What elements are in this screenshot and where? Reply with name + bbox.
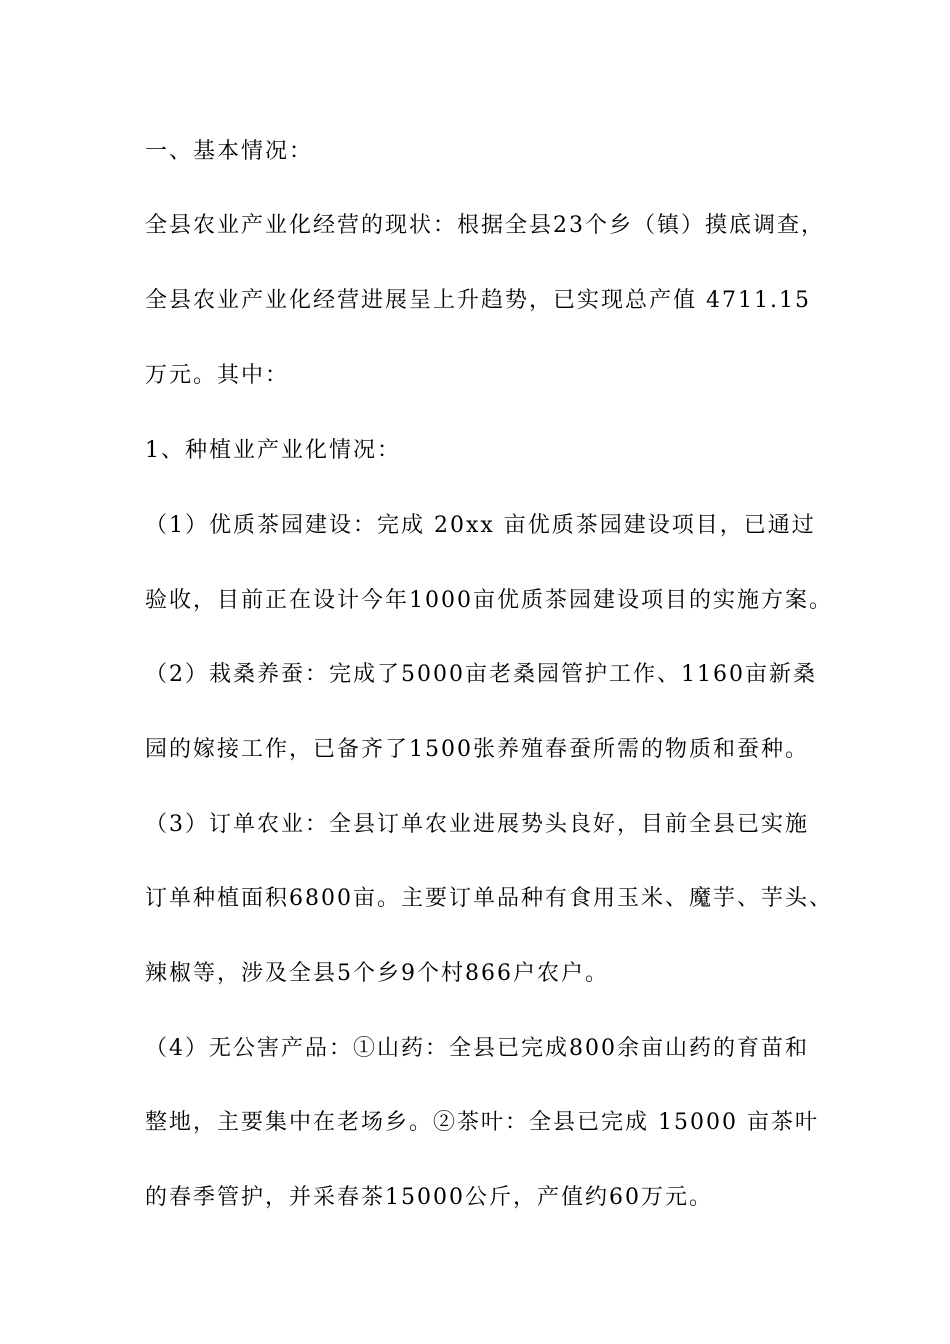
paragraph-line: 全县农业产业化经营的现状：根据全县23个乡（镇）摸底调查，	[145, 213, 825, 238]
paragraph-line: 万元。其中：	[145, 363, 290, 388]
paragraph-line: 园的嫁接工作，已备齐了1500张养殖春蚕所需的物质和蚕种。	[145, 737, 809, 762]
paragraph-line: （3）订单农业：全县订单农业进展势头良好，目前全县已实施	[145, 812, 809, 837]
paragraph-line: 订单种植面积6800亩。主要订单品种有食用玉米、魔芋、芋头、	[145, 886, 833, 911]
paragraph-line: 辣椒等，涉及全县5个乡9个村866户农户。	[145, 961, 609, 986]
paragraph-line: （2）栽桑养蚕：完成了5000亩老桑园管护工作、1160亩新桑	[145, 662, 817, 687]
section-heading: 一、基本情况：	[145, 139, 314, 164]
paragraph-line: （4）无公害产品：①山药：全县已完成800余亩山药的育苗和	[145, 1036, 809, 1061]
subsection-heading: 1、种植业产业化情况：	[145, 438, 401, 463]
paragraph-line: 全县农业产业化经营进展呈上升趋势，已实现总产值 4711.15	[145, 288, 811, 313]
paragraph-line: 的春季管护，并采春茶15000公斤，产值约60万元。	[145, 1185, 713, 1210]
paragraph-line: 整地，主要集中在老场乡。②茶叶：全县已完成 15000 亩茶叶	[145, 1110, 819, 1135]
paragraph-line: （1）优质茶园建设：完成 20xx 亩优质茶园建设项目，已通过	[145, 513, 816, 538]
paragraph-line: 验收，目前正在设计今年1000亩优质茶园建设项目的实施方案。	[145, 588, 833, 613]
